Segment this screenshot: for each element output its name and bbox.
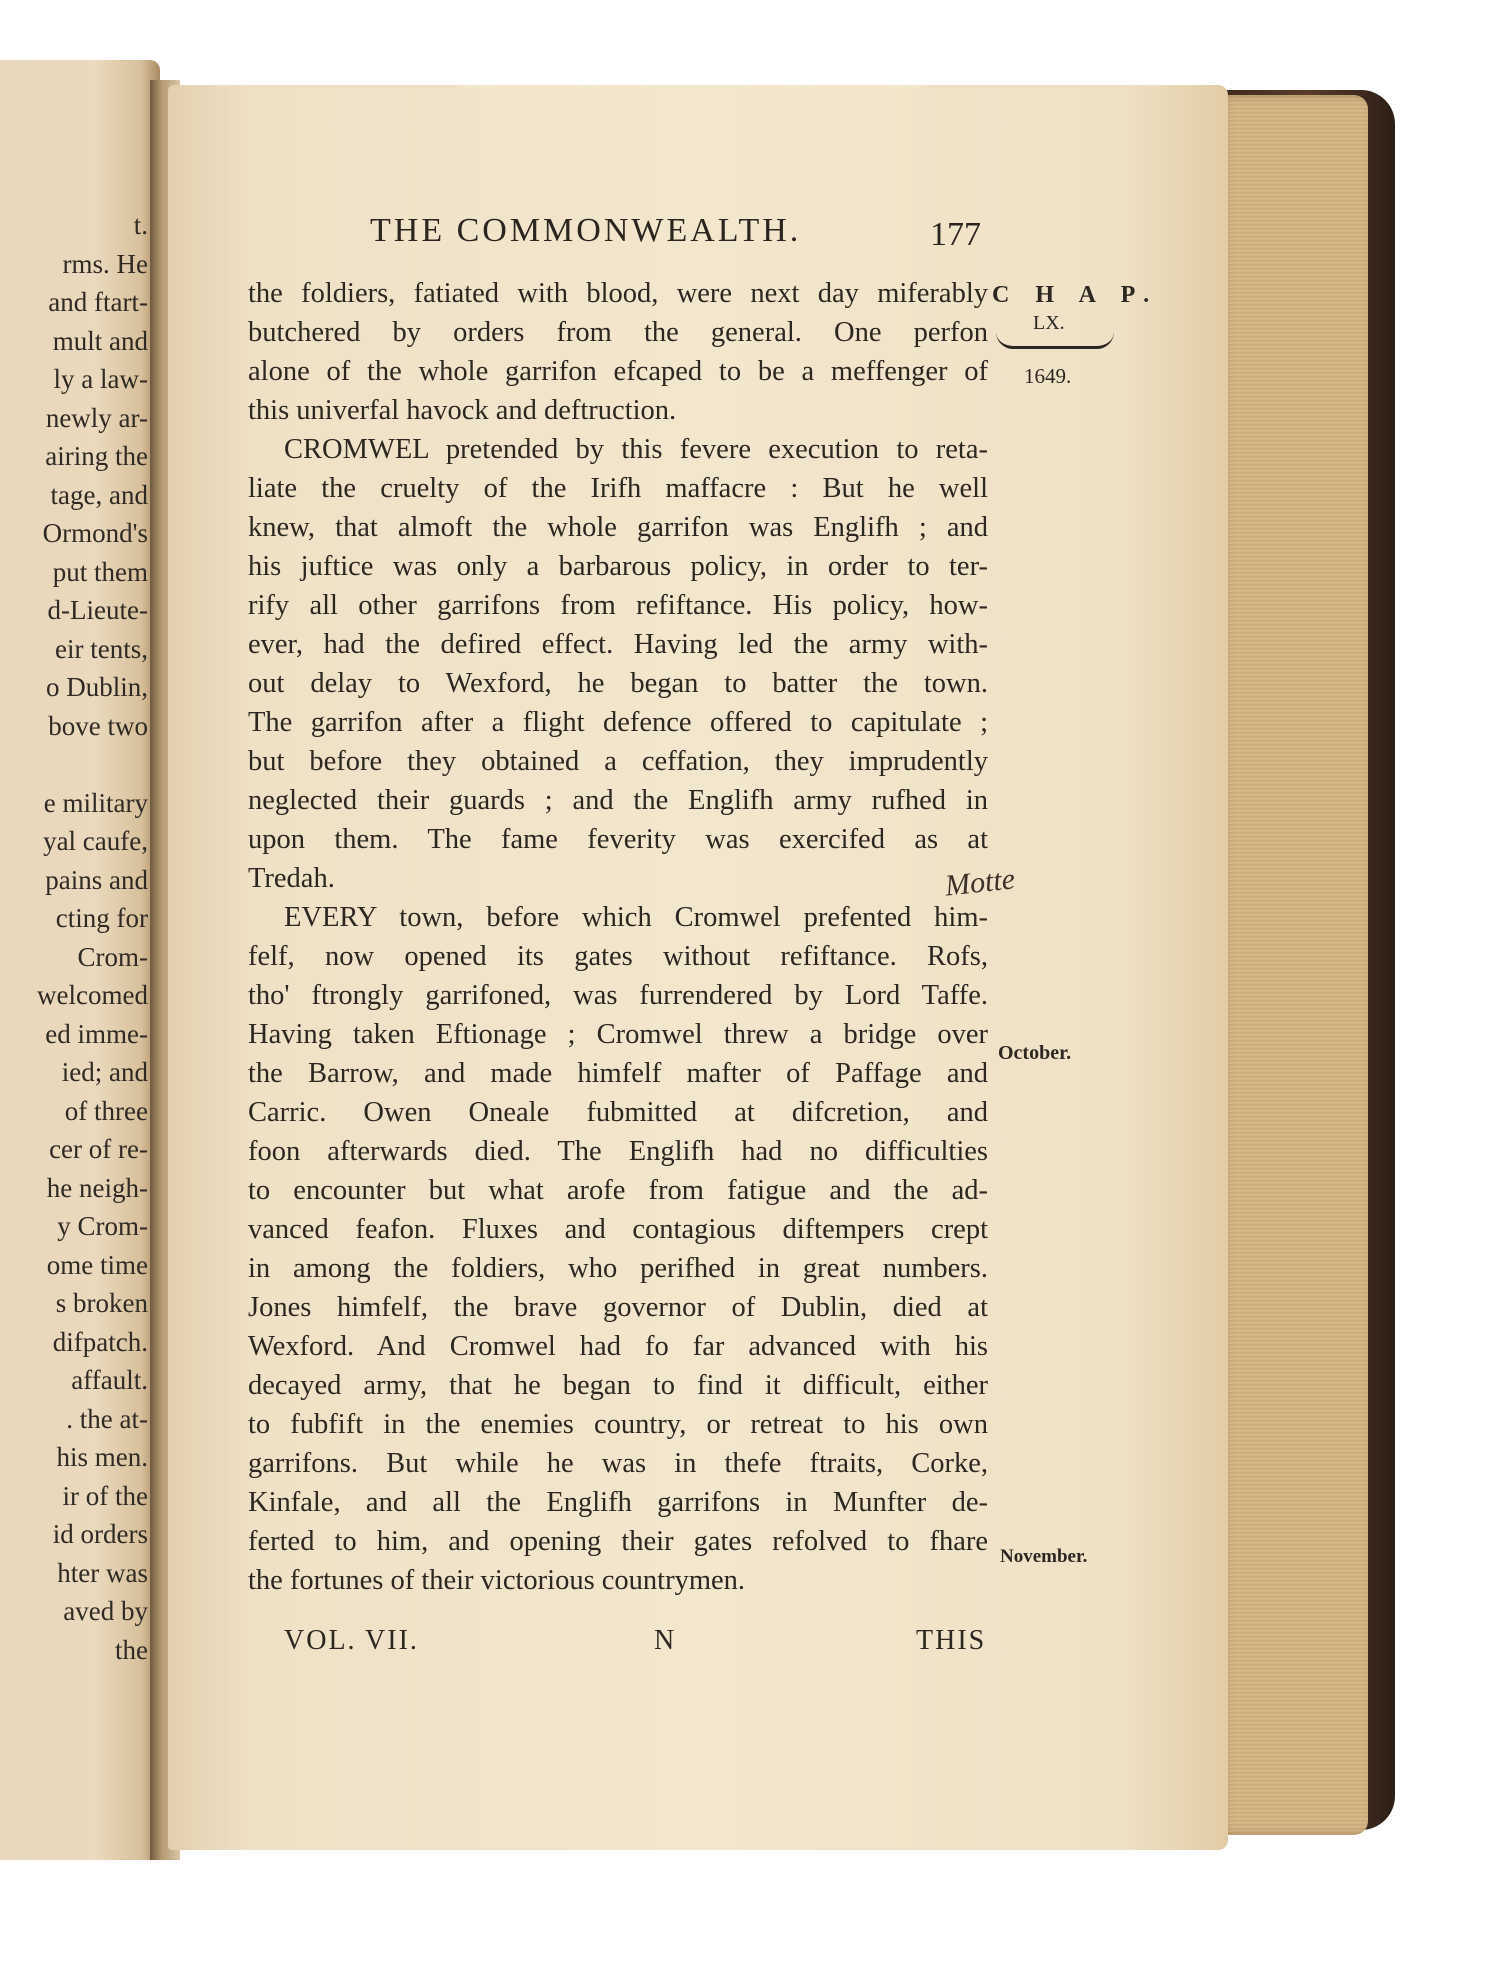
body-line: Jones himfelf, the brave governor of Dublin, died at xyxy=(248,1292,988,1323)
body-line: to fubfift in the enemies country, or retreat to his own xyxy=(248,1409,988,1440)
left-page-line: his men. xyxy=(56,1442,148,1472)
body-line: out delay to Wexford, he began to batter the town. xyxy=(248,668,988,699)
page-edges xyxy=(1218,95,1368,1835)
body-line: the fortunes of their victorious countrymen. xyxy=(248,1565,746,1596)
body-line: Carric. Owen Oneale fubmitted at difcretion, and xyxy=(248,1097,988,1128)
left-page-line: airing the xyxy=(45,441,148,471)
page-number: 177 xyxy=(930,216,981,253)
left-page-line: ed imme- xyxy=(45,1018,148,1049)
left-page-line: s broken xyxy=(55,1288,148,1318)
left-page-line: yal caufe, xyxy=(43,826,148,856)
margin-month-october: October. xyxy=(998,1042,1072,1064)
left-page-line: eir tents, xyxy=(55,633,148,664)
left-page-line: welcomed xyxy=(37,980,148,1010)
body-text xyxy=(248,274,988,1600)
left-page-line: he neigh- xyxy=(46,1172,148,1203)
left-page-line: o Dublin, xyxy=(45,672,148,702)
body-line: knew, that almoft the whole garrifon was Englifh ; and xyxy=(248,512,988,543)
body-line: felf, now opened its gates without refiftance. Rofs, xyxy=(248,941,988,972)
body-line: EVERY town, before which Cromwel prefented him- xyxy=(284,902,988,933)
body-line: decayed army, that he began to find it difficult, either xyxy=(248,1370,988,1401)
body-line: but before they obtained a ceffation, they imprudently xyxy=(248,746,988,777)
left-page-line: y Crom- xyxy=(57,1211,148,1241)
body-line: The garrifon after a flight defence offered to capitulate ; xyxy=(248,707,988,738)
left-page-line: cting for xyxy=(55,903,148,933)
left-page-line: id orders xyxy=(52,1519,148,1549)
body-line: ever, had the defired effect. Having led the army with- xyxy=(248,629,988,660)
left-page-line: the xyxy=(115,1634,148,1665)
body-line: rify all other garrifons from refiftance. His policy, how- xyxy=(248,590,988,621)
catchword: THIS xyxy=(916,1625,987,1656)
body-line: CROMWEL pretended by this fevere execution to reta- xyxy=(284,434,988,465)
body-line: butchered by orders from the general. One perfon xyxy=(248,317,988,348)
left-page-line: ir of the xyxy=(62,1480,148,1511)
left-page-line: difpatch. xyxy=(52,1326,148,1357)
left-page-line: Crom- xyxy=(77,941,148,972)
left-page-line: rms. He xyxy=(62,248,148,279)
body-line: tho' ftrongly garrifoned, was furrendered by Lord Taffe. xyxy=(248,980,988,1011)
left-page-line: hter was xyxy=(57,1557,148,1588)
body-line: this univerfal havock and deftruction. xyxy=(248,395,677,426)
body-line: in among the foldiers, who perifhed in great numbers. xyxy=(248,1253,988,1284)
left-page-line: affault. xyxy=(71,1365,148,1395)
body-line: his juftice was only a barbarous policy, in order to ter- xyxy=(248,551,988,582)
left-page-line: . the at- xyxy=(66,1403,148,1434)
left-page xyxy=(0,60,160,1860)
left-page-line: d-Lieute- xyxy=(47,595,148,625)
body-line: foon afterwards died. The Englifh had no difficulties xyxy=(248,1136,988,1167)
left-page-line: bove two xyxy=(48,710,148,741)
body-line: Wexford. And Cromwel had fo far advanced with his xyxy=(248,1331,988,1362)
body-line: garrifons. But while he was in thefe ftraits, Corke, xyxy=(248,1448,988,1479)
left-page-line: mult and xyxy=(52,325,148,356)
body-line: ferted to him, and opening their gates refolved to fhare xyxy=(248,1526,988,1557)
left-page-line: and ftart- xyxy=(48,287,148,317)
left-page-line: ome time xyxy=(46,1249,148,1280)
margin-month-november: November. xyxy=(1000,1546,1088,1567)
body-line: alone of the whole garrifon efcaped to be a meffenger of xyxy=(248,356,988,387)
left-page-line: pains and xyxy=(45,864,148,895)
margin-brace xyxy=(996,332,1114,349)
body-line: liate the cruelty of the Irifh maffacre : But he well xyxy=(248,473,988,504)
body-line: the foldiers, fatiated with blood, were next day miferably xyxy=(248,278,988,309)
margin-year: 1649. xyxy=(1024,364,1072,388)
left-page-line: tage, and xyxy=(50,479,148,510)
running-head: THE COMMONWEALTH. xyxy=(370,212,802,249)
margin-chapter-number: LX. xyxy=(1033,312,1065,334)
left-page-line: cer of re- xyxy=(49,1134,148,1164)
body-line: upon them. The fame feverity was exercifed as at xyxy=(248,824,988,855)
body-line: neglected their guards ; and the Englifh army rufhed in xyxy=(248,785,988,816)
body-line: the Barrow, and made himfelf mafter of Paffage and xyxy=(248,1058,988,1089)
left-page-line: ly a law- xyxy=(53,364,148,394)
left-page-line: ied; and xyxy=(61,1057,148,1087)
volume-mark: VOL. VII. xyxy=(284,1625,419,1656)
margin-chapter-label: C H A P. xyxy=(992,282,1160,308)
signature-mark: N xyxy=(654,1625,677,1656)
body-line: Having taken Eftionage ; Cromwel threw a bridge over xyxy=(248,1019,988,1050)
left-page-line: Ormond's xyxy=(42,518,148,548)
left-page-line: of three xyxy=(64,1095,148,1126)
body-line: Kinfale, and all the Englifh garrifons in Munfter de- xyxy=(248,1487,988,1518)
body-line: to encounter but what arofe from fatigue and the ad- xyxy=(248,1175,988,1206)
handwritten-annotation: Motte xyxy=(943,862,1017,903)
left-page-line: e military xyxy=(43,787,148,818)
body-line: Tredah. xyxy=(248,863,335,894)
body-line: vanced feafon. Fluxes and contagious diftempers crept xyxy=(248,1214,988,1245)
left-page-line: aved by xyxy=(63,1596,148,1626)
left-page-line: t. xyxy=(133,210,148,240)
left-page-line: newly ar- xyxy=(45,402,148,433)
left-page-line: put them xyxy=(52,556,148,587)
